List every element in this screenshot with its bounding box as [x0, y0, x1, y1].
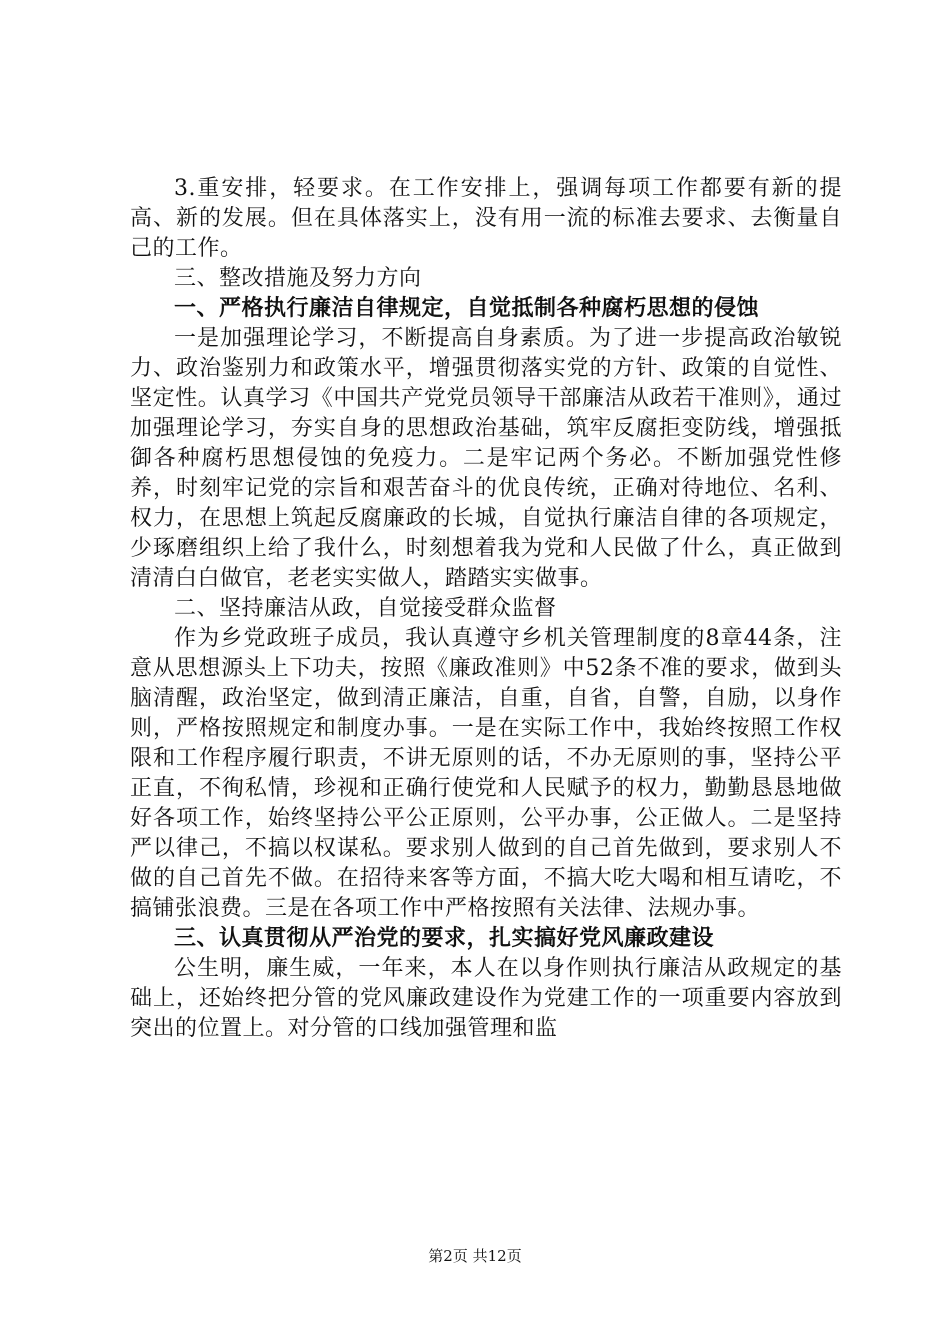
- page-footer: 第2页 共12页: [428, 1247, 522, 1265]
- paragraph-integrity: 公生明，廉生威，一年来，本人在以身作则执行廉洁从政规定的基础上，还始终把分管的党风廉政建设作为党建工作的一项重要内容放到突出的位置上。对分管的口线加强管理和监: [130, 956, 842, 1041]
- section-heading-rectification: 三、整改措施及努力方向: [174, 266, 422, 291]
- subheading-clean-governance: 二、坚持廉洁从政，自觉接受群众监督: [174, 596, 557, 621]
- document-body: [130, 174, 842, 1044]
- paragraph-theory-study: 一是加强理论学习，不断提高自身素质。为了进一步提高政治敏锐力、政治鉴别力和政策水平，增强贯彻落实党的方针、政策的自觉性、坚定性。认真学习《中国共产党党员领导干部廉洁从政若干准则》，通过加强理论学习，夯实自身的思想政治基础，筑牢反腐拒变防线，增强抵御各种腐朽思想侵蚀的免疫力。二是牢记两个务必。不断加强党性修养，时刻牢记党的宗旨和艰苦奋斗的优良传统，正确对待地位、名利、权力，在思想上筑起反腐廉政的长城，自觉执行廉洁自律的各项规定，少琢磨组织上给了我什么，时刻想着我为党和人民做了什么，真正做到清清白白做官，老老实实做人，踏踏实实做事。: [130, 326, 842, 591]
- subheading-strict-party: 三、认真贯彻从严治党的要求，扎实搞好党风廉政建设: [174, 926, 715, 951]
- paragraph-party-member: 作为乡党政班子成员，我认真遵守乡机关管理制度的8章44条，注意从思想源头上下功夫，按照《廉政准则》中52条不准的要求，做到头脑清醒，政治坚定，做到清正廉洁，自重，自省，自警，自励，以身作则，严格按照规定和制度办事。一是在实际工作中，我始终按照工作权限和工作程序履行职责，不讲无原则的话，不办无原则的事，坚持公平正直，不徇私情，珍视和正确行使党和人民赋予的权力，勤勤恳恳地做好各项工作，始终坚持公平公正原则，公平办事，公正做人。二是坚持严以律己，不搞以权谋私。要求别人做到的自己首先做到，要求别人不做的自己首先不做。在招待来客等方面，不搞大吃大喝和相互请吃，不搞铺张浪费。三是在各项工作中严格按照有关法律、法规办事。: [130, 626, 842, 921]
- paragraph-item-3: 3.重安排，轻要求。在工作安排上，强调每项工作都要有新的提高、新的发展。但在具体落实上，没有用一流的标准去要求、去衡量自己的工作。: [130, 176, 842, 261]
- subheading-self-discipline: 一、严格执行廉洁自律规定，自觉抵制各种腐朽思想的侵蚀: [174, 296, 760, 321]
